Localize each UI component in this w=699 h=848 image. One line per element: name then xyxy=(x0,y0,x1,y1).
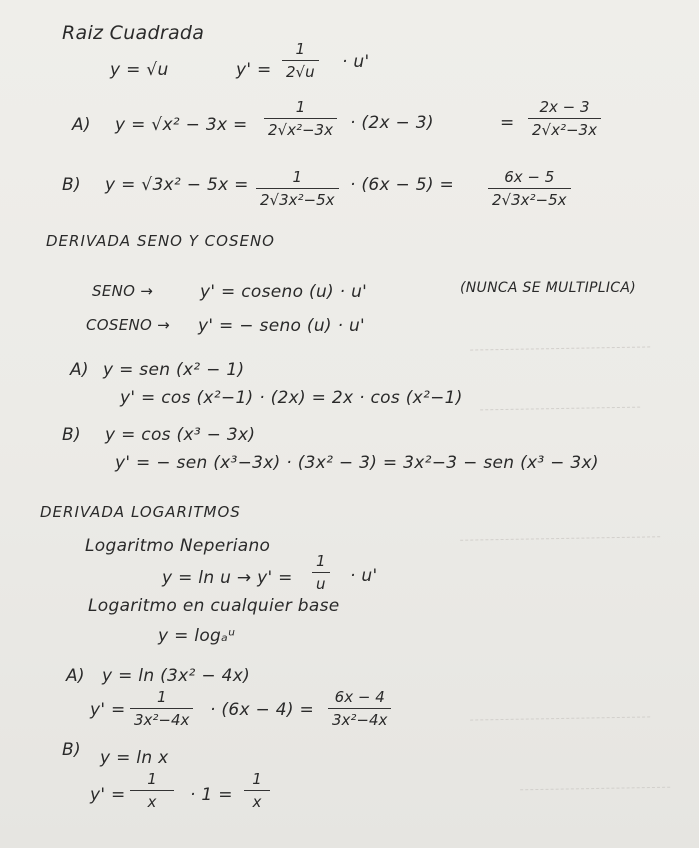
fraction-denominator: 2√3x²−5x xyxy=(492,191,567,209)
seno-a-label: A) xyxy=(70,360,89,380)
log-a-multiply: · (6x − 4) = xyxy=(210,700,315,720)
log-nep-formula: y = ln u → y' = xyxy=(162,568,293,588)
fraction-bar xyxy=(130,708,193,709)
log-b-fraction xyxy=(130,770,174,811)
log-b-multiply: · 1 = xyxy=(190,785,233,805)
fraction-numerator: 1 xyxy=(292,168,303,186)
log-a-y: y = ln (3x² − 4x) xyxy=(102,666,250,686)
fraction-numerator: 1 xyxy=(295,40,306,58)
seno-b-dy: y' = − sen (x³−3x) · (3x² − 3) = 3x²−3 − sen (x³ − 3x) xyxy=(115,453,599,473)
raiz-formula-tail: · u' xyxy=(342,52,370,72)
bleed-through-mark xyxy=(480,389,640,411)
fraction-denominator: x xyxy=(252,793,262,811)
fraction-bar xyxy=(488,188,571,189)
raiz-formula-dy: y' = xyxy=(236,60,272,80)
log-b-result xyxy=(244,770,270,811)
log-base-formula: y = logₐᵘ xyxy=(158,626,236,646)
raiz-formula-y: y = √u xyxy=(110,60,169,80)
bleed-through-mark xyxy=(470,328,650,350)
log-base-title: Logaritmo en cualquier base xyxy=(88,596,340,616)
log-a-fraction xyxy=(130,688,193,729)
section-title-log: DERIVADA LOGARITMOS xyxy=(40,503,241,521)
section-title-seno: DERIVADA SENO Y COSENO xyxy=(46,232,275,250)
seno-b-label: B) xyxy=(62,425,81,445)
seno-b-y: y = cos (x³ − 3x) xyxy=(105,425,256,445)
section-title-raiz: Raiz Cuadrada xyxy=(62,22,205,44)
log-nep-tail: · u' xyxy=(350,566,378,586)
fraction-numerator: 1 xyxy=(316,552,326,570)
raiz-a-multiply: · (2x − 3) xyxy=(350,113,434,133)
fraction-denominator: 3x²−4x xyxy=(134,711,190,729)
log-b-label: B) xyxy=(62,740,81,760)
bleed-through-mark xyxy=(460,518,660,540)
fraction-bar xyxy=(282,60,319,61)
raiz-a-fraction xyxy=(264,98,337,139)
raiz-b-y: y = √3x² − 5x = xyxy=(105,175,249,195)
fraction-numerator: 6x − 4 xyxy=(334,688,385,706)
raiz-a-label: A) xyxy=(72,115,91,135)
fraction-denominator: 2√x²−3x xyxy=(268,121,333,139)
fraction-bar xyxy=(244,790,270,791)
coseno-label: COSENO → xyxy=(86,316,171,334)
fraction-bar xyxy=(312,572,330,573)
log-b-dy: y' = xyxy=(90,785,126,805)
fraction-denominator: 2√u xyxy=(286,63,315,81)
log-a-label: A) xyxy=(66,666,85,686)
fraction-bar xyxy=(328,708,391,709)
fraction-denominator: u xyxy=(316,575,326,593)
fraction-bar xyxy=(130,790,174,791)
seno-label: SENO → xyxy=(92,282,154,300)
log-b-y: y = ln x xyxy=(100,748,169,768)
bleed-through-mark xyxy=(520,769,670,791)
fraction-bar xyxy=(528,118,601,119)
coseno-formula: y' = − seno (u) · u' xyxy=(198,316,366,336)
fraction-numerator: 1 xyxy=(252,770,262,788)
fraction-numerator: 1 xyxy=(147,770,157,788)
seno-a-dy: y' = cos (x²−1) · (2x) = 2x · cos (x²−1) xyxy=(120,388,463,408)
raiz-b-fraction xyxy=(256,168,339,209)
fraction-bar xyxy=(256,188,339,189)
seno-note: (NUNCA SE MULTIPLICA) xyxy=(460,280,636,296)
raiz-b-multiply: · (6x − 5) = xyxy=(350,175,455,195)
raiz-formula-fraction xyxy=(282,40,319,81)
raiz-a-y: y = √x² − 3x = xyxy=(115,115,248,135)
fraction-numerator: 2x − 3 xyxy=(539,98,590,116)
fraction-numerator: 1 xyxy=(295,98,306,116)
fraction-bar xyxy=(264,118,337,119)
bleed-through-mark xyxy=(470,698,650,720)
raiz-a-equals: = xyxy=(500,113,515,133)
raiz-b-result xyxy=(488,168,571,209)
fraction-denominator: 2√3x²−5x xyxy=(260,191,335,209)
raiz-a-result xyxy=(528,98,601,139)
fraction-denominator: 2√x²−3x xyxy=(532,121,597,139)
fraction-denominator: 3x²−4x xyxy=(332,711,388,729)
fraction-denominator: x xyxy=(147,793,157,811)
log-nep-fraction xyxy=(312,552,330,593)
log-a-dy: y' = xyxy=(90,700,126,720)
fraction-numerator: 1 xyxy=(156,688,167,706)
log-nep-title: Logaritmo Neperiano xyxy=(85,536,271,556)
raiz-b-label: B) xyxy=(62,175,81,195)
log-a-result xyxy=(328,688,391,729)
fraction-numerator: 6x − 5 xyxy=(504,168,555,186)
seno-formula: y' = coseno (u) · u' xyxy=(200,282,368,302)
seno-a-y: y = sen (x² − 1) xyxy=(103,360,245,380)
